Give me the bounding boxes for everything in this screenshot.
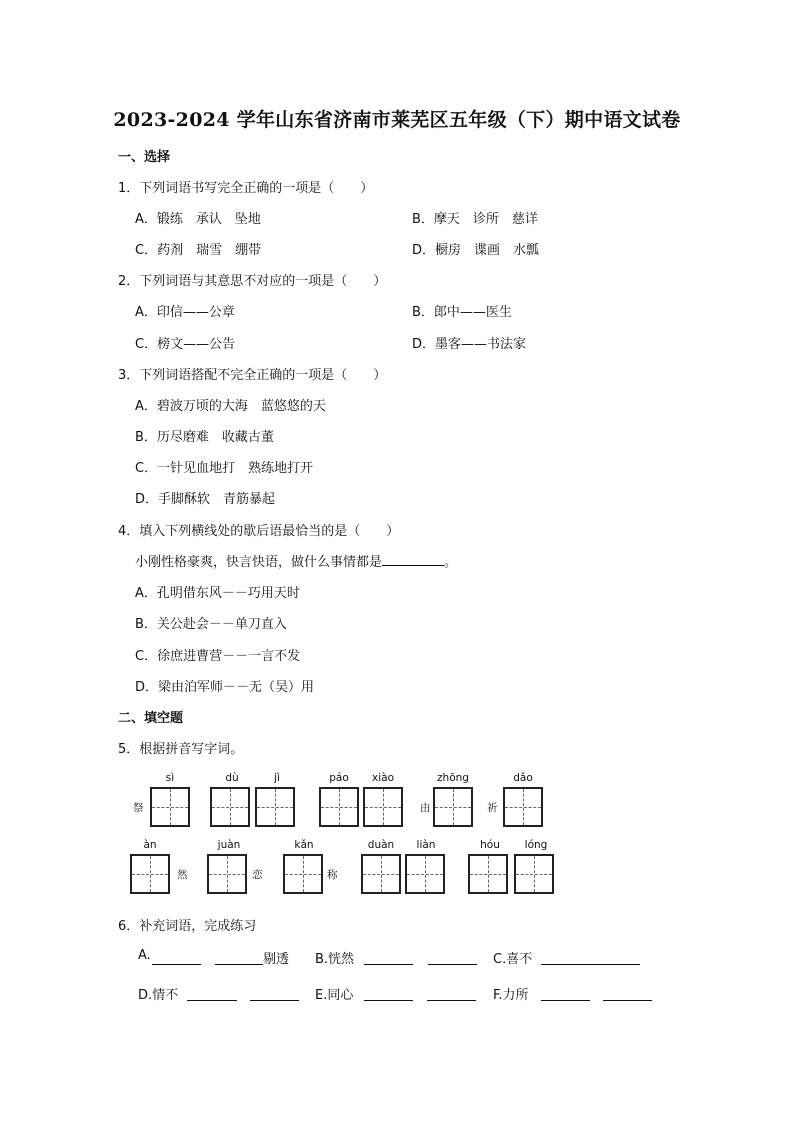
q6-label-b: B.恍然 xyxy=(315,952,355,967)
question-4-option-a[interactable]: A．孔明借东风－－巧用天时 xyxy=(135,586,300,601)
q6-blank-d1[interactable] xyxy=(187,999,237,1001)
grid-guide-horizontal xyxy=(132,874,168,875)
grid-guide-horizontal xyxy=(365,807,401,808)
grid-guide-horizontal xyxy=(321,807,357,808)
writing-grid-box[interactable] xyxy=(207,854,247,894)
pinyin-label: dù xyxy=(225,772,239,784)
question-3-option-b[interactable]: B．历尽磨难 收藏古董 xyxy=(135,430,274,445)
writing-grid-box[interactable] xyxy=(503,787,543,827)
q6-label-f: F.力所 xyxy=(493,988,529,1003)
question-1-option-b[interactable]: B．摩天 诊所 慈详 xyxy=(412,212,538,227)
question-3-stem: 3．下列词语搭配不完全正确的一项是（ ） xyxy=(118,368,387,383)
given-character: 由 xyxy=(420,802,431,814)
page-title: 2023-2024 学年山东省济南市莱芜区五年级（下）期中语文试卷 xyxy=(113,109,681,131)
grid-guide-horizontal xyxy=(363,874,399,875)
q6-word-a: 剔透 xyxy=(263,952,290,967)
grid-guide-horizontal xyxy=(285,874,321,875)
section-heading-fill: 二、填空题 xyxy=(118,711,184,726)
grid-guide-horizontal xyxy=(152,807,188,808)
writing-grid-box[interactable] xyxy=(130,854,170,894)
pinyin-label: páo xyxy=(329,772,349,784)
question-4-sentence-text: 小刚性格豪爽，快言快语，做什么事情都是 xyxy=(135,555,383,570)
question-4-sentence-end: 。 xyxy=(444,555,458,570)
pinyin-label: sì xyxy=(165,772,175,784)
question-1-option-c[interactable]: C．药剂 瑞雪 绷带 xyxy=(135,243,262,258)
q6-blank-e2[interactable] xyxy=(427,999,476,1001)
q6-blank-a2[interactable] xyxy=(215,963,263,965)
question-3-option-c[interactable]: C．一针见血地打 熟练地打开 xyxy=(135,461,314,476)
pinyin-label: duàn xyxy=(367,839,395,851)
writing-grid-box[interactable] xyxy=(433,787,473,827)
given-character: 祈 xyxy=(487,802,498,814)
q6-blank-d2[interactable] xyxy=(250,999,299,1001)
question-4-blank[interactable] xyxy=(382,553,444,566)
pinyin-label: jì xyxy=(274,772,280,784)
q6-label-c: C.喜不 xyxy=(493,952,533,967)
grid-guide-horizontal xyxy=(209,874,245,875)
question-4-option-c[interactable]: C．徐庶进曹营－－一言不发 xyxy=(135,649,301,664)
question-4-option-b[interactable]: B．关公赴会－－单刀直入 xyxy=(135,617,287,632)
q6-label-e: E.同心 xyxy=(315,988,354,1003)
writing-grid-box[interactable] xyxy=(514,854,554,894)
question-5-stem: 5．根据拼音写字词。 xyxy=(118,742,244,757)
section-heading-choice: 一、选择 xyxy=(118,150,171,165)
question-6-stem: 6．补充词语，完成练习 xyxy=(118,919,257,934)
question-6-row-1 xyxy=(138,948,678,968)
question-4-sentence xyxy=(135,551,457,570)
question-4-stem: 4．填入下列横线处的歇后语最恰当的是（ ） xyxy=(118,524,400,539)
writing-grid-box[interactable] xyxy=(319,787,359,827)
question-6-row-2 xyxy=(138,984,678,1004)
q6-blank-f2[interactable] xyxy=(603,999,652,1001)
q6-blank-c[interactable] xyxy=(541,963,640,965)
question-4-option-d[interactable]: D．梁由泊军师－－无（吴）用 xyxy=(135,680,315,695)
grid-guide-horizontal xyxy=(212,807,248,808)
grid-guide-horizontal xyxy=(257,807,293,808)
pinyin-label: hóu xyxy=(480,839,500,851)
grid-guide-horizontal xyxy=(505,807,541,808)
q6-blank-f1[interactable] xyxy=(541,999,590,1001)
q6-blank-b2[interactable] xyxy=(428,963,477,965)
pinyin-label: lóng xyxy=(524,839,548,851)
grid-guide-horizontal xyxy=(407,874,443,875)
grid-guide-horizontal xyxy=(470,874,506,875)
writing-grid-box[interactable] xyxy=(255,787,295,827)
given-character: 称 xyxy=(327,869,338,881)
question-2-option-a[interactable]: A．印信——公章 xyxy=(135,305,235,320)
q6-blank-b1[interactable] xyxy=(364,963,413,965)
writing-grid-box[interactable] xyxy=(363,787,403,827)
pinyin-label: xiào xyxy=(372,772,394,784)
pinyin-label: zhōng xyxy=(437,772,469,784)
pinyin-label: kǎn xyxy=(294,839,314,851)
writing-grid-box[interactable] xyxy=(405,854,445,894)
question-1-option-a[interactable]: A．锻练 承认 坠地 xyxy=(135,212,261,227)
writing-grid-box[interactable] xyxy=(283,854,323,894)
question-2-stem: 2．下列词语与其意思不对应的一项是（ ） xyxy=(118,274,387,289)
question-2-option-d[interactable]: D．墨客——书法家 xyxy=(412,337,527,352)
question-3-option-d[interactable]: D．手脚酥软 青筋暴起 xyxy=(135,492,276,507)
given-character: 祭 xyxy=(133,802,144,814)
question-2-option-b[interactable]: B．郎中——医生 xyxy=(412,305,512,320)
question-1-stem: 1．下列词语书写完全正确的一项是（ ） xyxy=(118,181,374,196)
q6-label-a: A. xyxy=(138,948,151,963)
given-character: 然 xyxy=(177,869,188,881)
writing-grid-box[interactable] xyxy=(150,787,190,827)
pinyin-label: juàn xyxy=(217,839,241,851)
pinyin-label: liàn xyxy=(416,839,436,851)
q6-blank-a1[interactable] xyxy=(152,963,201,965)
q6-label-d: D.情不 xyxy=(138,988,179,1003)
pinyin-label: dǎo xyxy=(513,772,533,784)
pinyin-label: àn xyxy=(143,839,157,851)
writing-grid-box[interactable] xyxy=(210,787,250,827)
writing-grid-box[interactable] xyxy=(361,854,401,894)
question-2-option-c[interactable]: C．榜文——公告 xyxy=(135,337,236,352)
question-1-option-d[interactable]: D．橱房 谍画 水瓢 xyxy=(412,243,540,258)
grid-guide-horizontal xyxy=(516,874,552,875)
given-character: 恋 xyxy=(252,869,263,881)
q6-blank-e1[interactable] xyxy=(364,999,413,1001)
writing-grid-box[interactable] xyxy=(468,854,508,894)
question-3-option-a[interactable]: A．碧波万顷的大海 蓝悠悠的天 xyxy=(135,399,326,414)
grid-guide-horizontal xyxy=(435,807,471,808)
